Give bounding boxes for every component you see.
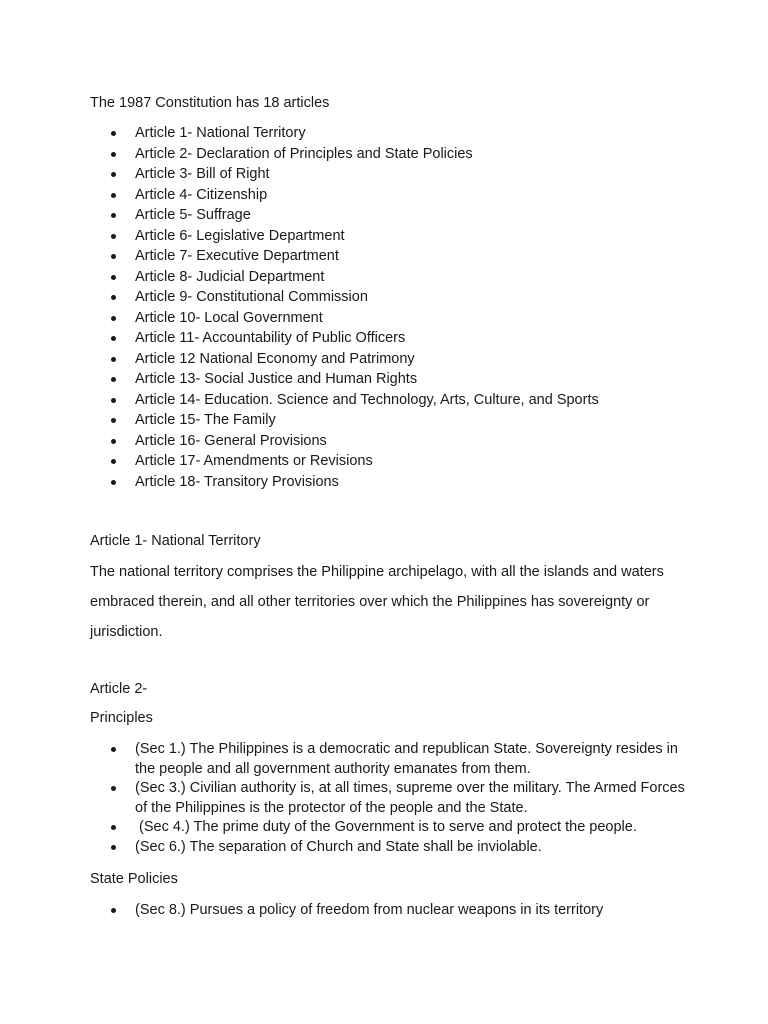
list-item-text: Article 8- Judicial Department xyxy=(135,268,325,285)
list-item xyxy=(90,268,599,289)
list-item xyxy=(90,165,599,186)
articles-list xyxy=(90,124,599,493)
intro-text: The 1987 Constitution has 18 articles xyxy=(90,95,330,111)
bullet-icon xyxy=(111,845,116,850)
list-item-text: (Sec 4.) The prime duty of the Government is to serve and protect the people. xyxy=(135,819,637,835)
list-item xyxy=(90,838,690,858)
bullet-icon xyxy=(111,480,116,485)
bullet-icon xyxy=(111,172,116,177)
list-item-text: Article 12 National Economy and Patrimony xyxy=(135,350,415,367)
bullet-icon xyxy=(111,131,116,136)
list-item-text: Article 14- Education. Science and Technology, Arts, Culture, and Sports xyxy=(135,391,599,408)
principles-list xyxy=(90,740,690,858)
list-item xyxy=(90,247,599,268)
list-item xyxy=(90,288,599,309)
list-item-text: Article 15- The Family xyxy=(135,412,276,428)
policies-list xyxy=(90,901,690,921)
list-item-text: Article 1- National Territory xyxy=(135,125,306,141)
bullet-icon xyxy=(111,439,116,444)
list-item-text: (Sec 1.) The Philippines is a democratic and republican State. Sovereignty resides in the people and all government authority emanates from them. xyxy=(135,741,678,777)
principles-label: Principles xyxy=(90,710,153,726)
bullet-icon xyxy=(111,377,116,382)
list-item-text: Article 17- Amendments or Revisions xyxy=(135,453,373,469)
bullet-icon xyxy=(111,336,116,341)
list-item-text: (Sec 3.) Civilian authority is, at all times, supreme over the military. The Armed Forces of the Philippines is the protector of the people and the State. xyxy=(135,780,685,816)
list-item-text: Article 9- Constitutional Commission xyxy=(135,289,368,305)
list-item xyxy=(90,452,599,473)
list-item xyxy=(90,124,599,145)
bullet-icon xyxy=(111,275,116,280)
bullet-icon xyxy=(111,825,116,830)
list-item-text: (Sec 8.) Pursues a policy of freedom from nuclear weapons in its territory xyxy=(135,902,604,918)
bullet-icon xyxy=(111,908,116,913)
bullet-icon xyxy=(111,234,116,239)
list-item xyxy=(90,186,599,207)
state-policies-label: State Policies xyxy=(90,871,178,887)
list-item-text: Article 11- Accountability of Public Officers xyxy=(135,330,406,346)
list-item-text: Article 4- Citizenship xyxy=(135,186,268,203)
list-item-text: Article 18- Transitory Provisions xyxy=(135,473,339,490)
list-item xyxy=(90,901,690,921)
list-item xyxy=(90,329,599,350)
list-item-text: Article 5- Suffrage xyxy=(135,207,251,223)
list-item xyxy=(90,740,690,779)
list-item-text: Article 2- Declaration of Principles and State Policies xyxy=(135,145,473,162)
list-item-text: Article 16- General Provisions xyxy=(135,432,327,449)
list-item xyxy=(90,350,599,371)
list-item xyxy=(90,473,599,494)
bullet-icon xyxy=(111,316,116,321)
bullet-icon xyxy=(111,357,116,362)
article1-body: The national territory comprises the Philippine archipelago, with all the islands and waters embraced therein, and all other territories over which the Philippines has sovereignty or jurisdiction. xyxy=(90,564,664,640)
bullet-icon xyxy=(111,398,116,403)
list-item xyxy=(90,391,599,412)
article1-heading: Article 1- National Territory xyxy=(90,533,261,549)
list-item-text: Article 3- Bill of Right xyxy=(135,166,270,182)
bullet-icon xyxy=(111,786,116,791)
list-item xyxy=(90,370,599,391)
bullet-icon xyxy=(111,213,116,218)
list-item xyxy=(90,206,599,227)
list-item-text: Article 10- Local Government xyxy=(135,309,323,326)
list-item xyxy=(90,309,599,330)
bullet-icon xyxy=(111,254,116,259)
bullet-icon xyxy=(111,418,116,423)
list-item xyxy=(90,145,599,166)
list-item-text: Article 6- Legislative Department xyxy=(135,227,345,244)
bullet-icon xyxy=(111,152,116,157)
list-item-text: (Sec 6.) The separation of Church and State shall be inviolable. xyxy=(135,839,542,855)
bullet-icon xyxy=(111,193,116,198)
bullet-icon xyxy=(111,747,116,752)
list-item xyxy=(90,227,599,248)
list-item xyxy=(90,411,599,432)
list-item-text: Article 7- Executive Department xyxy=(135,248,339,264)
bullet-icon xyxy=(111,295,116,300)
list-item xyxy=(90,432,599,453)
article2-heading: Article 2- xyxy=(90,681,148,697)
list-item xyxy=(90,779,690,818)
list-item-text: Article 13- Social Justice and Human Rights xyxy=(135,371,418,387)
bullet-icon xyxy=(111,459,116,464)
list-item xyxy=(90,818,690,838)
